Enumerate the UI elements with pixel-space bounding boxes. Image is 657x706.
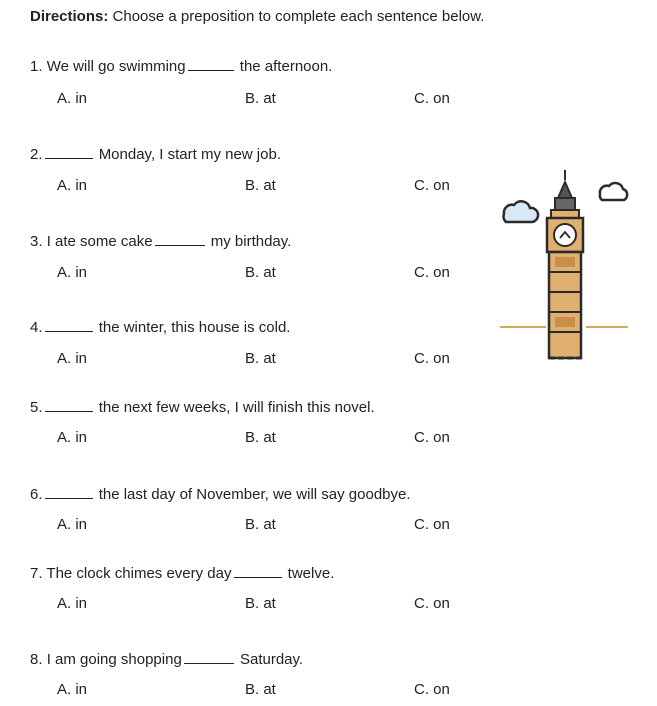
- question-text-after: the last day of November, we will say goodbye.: [98, 486, 411, 503]
- question-2: [30, 146, 281, 163]
- question-text-after: twelve.: [287, 565, 335, 582]
- option-c[interactable]: C. on: [414, 516, 450, 533]
- question-number: 4.: [30, 319, 43, 336]
- option-b[interactable]: B. at: [245, 264, 276, 281]
- option-c[interactable]: C. on: [414, 90, 450, 107]
- directions-text: Choose a preposition to complete each sentence below.: [108, 8, 485, 25]
- option-c[interactable]: C. on: [414, 595, 450, 612]
- answer-blank[interactable]: [184, 651, 234, 664]
- option-b[interactable]: B. at: [245, 681, 276, 698]
- question-text-after: Monday, I start my new job.: [98, 146, 281, 163]
- directions: [30, 8, 484, 25]
- option-c[interactable]: C. on: [414, 264, 450, 281]
- answer-blank[interactable]: [155, 233, 205, 246]
- cloud-right-icon: [600, 183, 627, 200]
- question-text-after: my birthday.: [210, 233, 292, 250]
- question-text-after: the winter, this house is cold.: [98, 319, 291, 336]
- question-text-before: The clock chimes every day: [46, 565, 232, 582]
- answer-blank[interactable]: [45, 399, 93, 412]
- question-number: 1.: [30, 58, 43, 75]
- option-a[interactable]: A. in: [57, 429, 88, 446]
- directions-label: Directions:: [30, 8, 109, 25]
- question-8: [30, 651, 303, 668]
- option-c[interactable]: C. on: [414, 681, 450, 698]
- question-text-after: the next few weeks, I will finish this novel.: [98, 399, 375, 416]
- option-a[interactable]: A. in: [57, 264, 88, 281]
- answer-blank[interactable]: [45, 319, 93, 332]
- tower-body-icon: [549, 252, 581, 358]
- question-text-after: the afternoon.: [239, 58, 333, 75]
- option-a[interactable]: A. in: [57, 516, 88, 533]
- option-a[interactable]: A. in: [57, 350, 88, 367]
- answer-blank[interactable]: [45, 486, 93, 499]
- answer-blank[interactable]: [234, 565, 282, 578]
- question-3: [30, 233, 291, 250]
- question-number: 3.: [30, 233, 43, 250]
- question-number: 7.: [30, 565, 43, 582]
- clock-tower-icon: [498, 168, 633, 363]
- question-number: 8.: [30, 651, 43, 668]
- question-1: [30, 58, 332, 75]
- option-c[interactable]: C. on: [414, 350, 450, 367]
- option-a[interactable]: A. in: [57, 177, 88, 194]
- question-5: [30, 399, 375, 416]
- option-b[interactable]: B. at: [245, 595, 276, 612]
- option-a[interactable]: A. in: [57, 681, 88, 698]
- answer-blank[interactable]: [188, 58, 234, 71]
- option-b[interactable]: B. at: [245, 516, 276, 533]
- option-a[interactable]: A. in: [57, 595, 88, 612]
- question-7: [30, 565, 334, 582]
- option-b[interactable]: B. at: [245, 177, 276, 194]
- option-b[interactable]: B. at: [245, 90, 276, 107]
- question-text-before: I am going shopping: [46, 651, 182, 668]
- option-c[interactable]: C. on: [414, 177, 450, 194]
- option-b[interactable]: B. at: [245, 429, 276, 446]
- question-6: [30, 486, 411, 503]
- question-number: 5.: [30, 399, 43, 416]
- answer-blank[interactable]: [45, 146, 93, 159]
- tower-spire-icon: [558, 182, 572, 198]
- question-4: [30, 319, 290, 336]
- question-text-after: Saturday.: [239, 651, 304, 668]
- question-text-before: I ate some cake: [46, 233, 153, 250]
- question-number: 6.: [30, 486, 43, 503]
- option-a[interactable]: A. in: [57, 90, 88, 107]
- question-text-before: We will go swimming: [46, 58, 186, 75]
- question-number: 2.: [30, 146, 43, 163]
- option-b[interactable]: B. at: [245, 350, 276, 367]
- cloud-left-icon: [503, 201, 538, 222]
- option-c[interactable]: C. on: [414, 429, 450, 446]
- clock-face-icon: [554, 224, 576, 246]
